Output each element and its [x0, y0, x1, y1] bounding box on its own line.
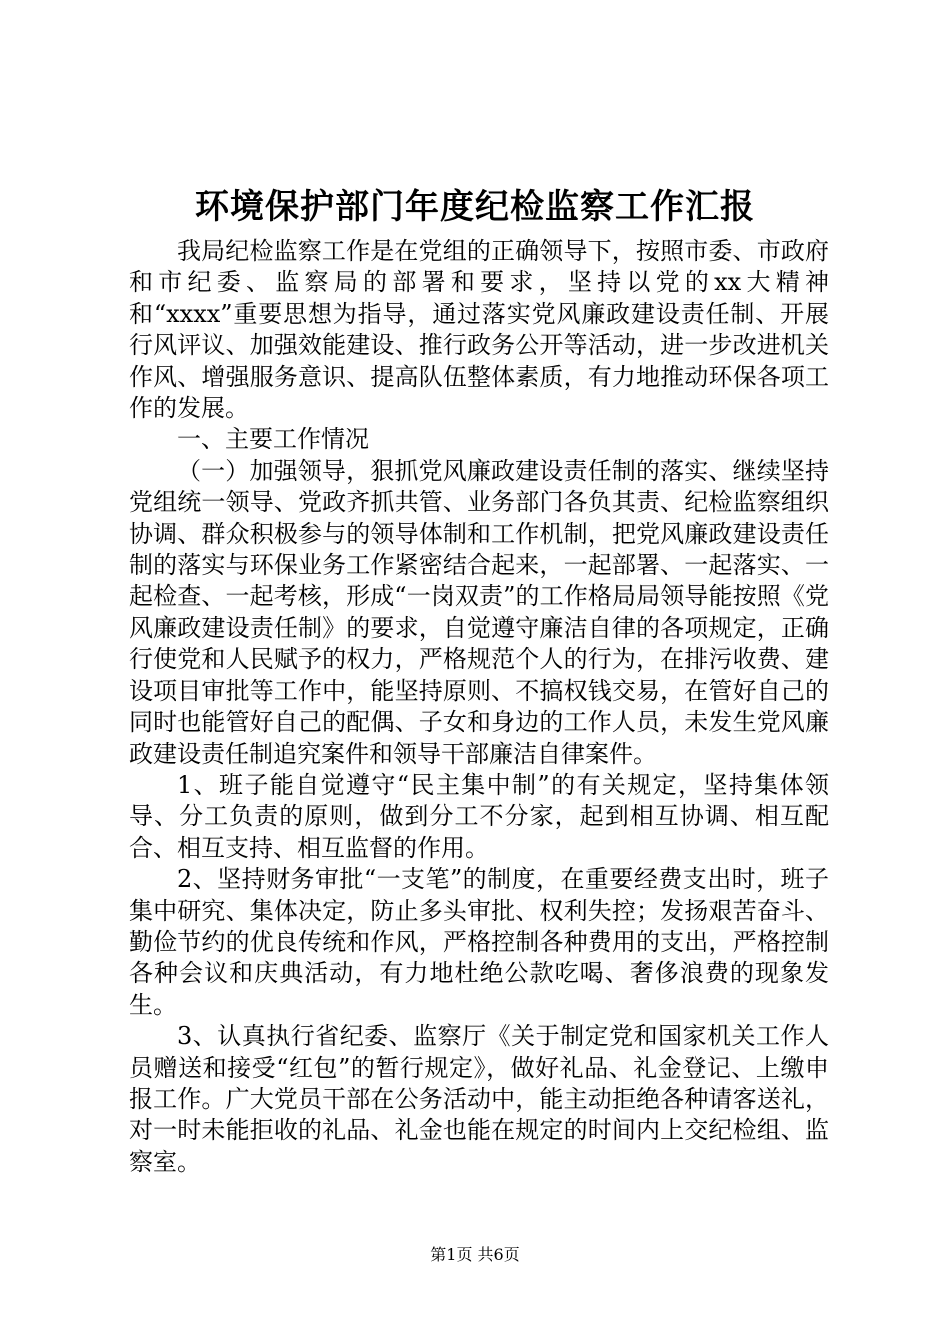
intro-paragraph: 我局纪检监察工作是在党组的正确领导下，按照市委、市政府和市纪委、监察局的部署和要求，坚持以党的xx大精神和“xxxx”重要思想为指导，通过落实党风廉政建设责任制、开展行风评议、加强效能建设、推行政务公开等活动，进一步改进机关作风、增强服务意识、提高队伍整体素质，有力地推动环保各项工作的发展。 [129, 237, 829, 423]
page-footer: 第1页 共6页 [430, 1245, 520, 1264]
document-title: 环境保护部门年度纪检监察工作汇报 [195, 187, 755, 227]
subsection-paragraph: （一）加强领导，狠抓党风廉政建设责任制的落实、继续坚持党组统一领导、党政齐抓共管、业务部门各负其责、纪检监察组织协调、群众积极参与的领导体制和工作机制，把党风廉政建设责任制的落实与环保业务工作紧密结合起来，一起部署、一起落实、一起检查、一起考核，形成“一岗双责”的工作格局局领导能按照《党风廉政建设责任制》的要求，自觉遵守廉洁自律的各项规定，正确行使党和人民赋予的权力，严格规范个人的行为，在排污收费、建设项目审批等工作中，能坚持原则、不搞权钱交易，在管好自己的同时也能管好自己的配偶、子女和身边的工作人员，未发生党风廉政建设责任制追究案件和领导干部廉洁自律案件。 [129, 456, 829, 768]
document-body [129, 236, 829, 1178]
section-heading: 一、主要工作情况 [177, 425, 369, 454]
item-paragraph-1: 1、班子能自觉遵守“民主集中制”的有关规定，坚持集体领导、分工负责的原则，做到分工不分家，起到相互协调、相互配合、相互支持、相互监督的作用。 [129, 770, 829, 862]
item-paragraph-3: 3、认真执行省纪委、监察厅《关于制定党和国家机关工作人员赠送和接受“红包”的暂行规定》，做好礼品、礼金登记、上缴申报工作。广大党员干部在公务活动中，能主动拒绝各种请客送礼，对一时未能拒收的礼品、礼金也能在规定的时间内上交纪检组、监察室。 [129, 1022, 829, 1176]
item-paragraph-2: 2、坚持财务审批“一支笔”的制度，在重要经费支出时，班子集中研究、集体决定，防止多头审批、权利失控；发扬艰苦奋斗、勤俭节约的优良传统和作风，严格控制各种费用的支出，严格控制各种会议和庆典活动，有力地杜绝公款吃喝、奢侈浪费的现象发生。 [129, 865, 829, 1019]
